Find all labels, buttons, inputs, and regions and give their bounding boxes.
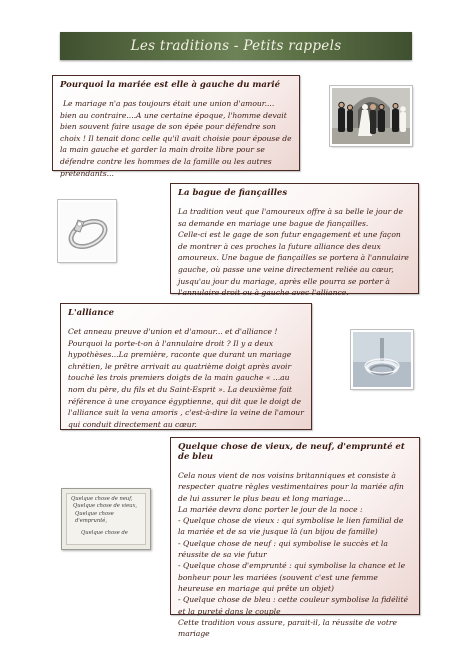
section-wedding-band — [60, 303, 312, 430]
paragraph: Celle-ci est le gage de son futur engagement et une façon de montrer à ces proches la future alliance des deux amoureux. Une bague de fiançailles se portera à l'annulaire gauche, où passe une veine directement reliée au cœur, jusqu'au jour du mariage, après elle pourra se porter à l'annulaire droit ou à gauche avec l'alliance. — [178, 230, 409, 298]
paragraph: Cet anneau preuve d'union et d'amour... et d'alliance ! Pourquoi la porte-t-on à l'annulaire droit ? Il y a deux hypothèses...La première, raconte que durant un mariage chrétien, le prêtre arrivait au quatrième doigt après avoir touché les trois premiers doigts de la main gauche « ...au nom du père, du fils et du Saint-Esprit ». La deuxième fait référence à une croyance égyptienne, qui dit que le doigt de l'alliance suit la vena amoris , c'est-à-dire la veine de l'amour qui conduit directement au cœur. — [68, 327, 304, 429]
card-text — [66, 493, 146, 545]
section-engagement-ring — [170, 183, 419, 298]
card-line: Quelque chose de neuf, — [71, 496, 133, 502]
paragraph: - Quelque chose d'emprunté : qui symbolise la chance et le bonheur pour les mariées (souvent c'est une femme heureuse en mariage qui prête un objet) — [178, 561, 406, 593]
wedding-rings-photo — [351, 330, 413, 389]
section-title: Pourquoi la mariée est elle à gauche du marié — [60, 80, 280, 90]
paragraph: Le mariage n'a pas toujours était une union d'amour.... bien au contraire....A une certaine époque, l'homme devait bien souvent faire usage de son épée pour défendre son choix ! Il tenait donc celle qu'il avait choisie pour épouse de la main gauche et garder la main droite libre pour se défendre contre les hommes de la famille ou les autres prétendants... — [60, 99, 292, 178]
wedding-party-photo — [330, 86, 412, 146]
engagement-ring-photo — [58, 200, 116, 262]
section-title: L'alliance — [68, 308, 115, 318]
page-title-banner — [60, 32, 412, 60]
section-title: La bague de fiançailles — [178, 188, 288, 198]
paragraph: Cela nous vient de nos voisins britanniques et consiste à respecter quatre règles vestimentaires pour la mariée afin de lui assurer le plus beau et long mariage... — [178, 471, 404, 503]
paragraph: Cette tradition vous assure, parait-il, la réussite de votre mariage — [178, 617, 398, 639]
section-something-old-new — [170, 437, 420, 639]
section-bride-left — [52, 75, 300, 178]
paragraph: - Quelque chose de bleu : cette couleur symbolise la fidélité et la pureté dans le couple — [178, 595, 409, 616]
something-old-new-card — [61, 488, 151, 550]
paragraph: La tradition veut que l'amoureux offre à sa belle le jour de sa demande en mariage une bague de fiançailles. — [178, 207, 403, 228]
section-body — [178, 206, 411, 299]
card-line: Quelque chose de — [81, 529, 128, 536]
paragraph: - Quelque chose de vieux : qui symbolise le lien familial de la mariée et de sa vie jusque là (un bijou de famille) — [178, 516, 404, 537]
card-line: Quelque chose de vieux, — [73, 503, 138, 510]
section-body — [60, 98, 292, 179]
engagement-ring-image — [60, 202, 114, 260]
card-line: Quelque chose d'emprunté, — [75, 510, 114, 525]
paragraph: La mariée devra donc porter le jour de la noce : — [178, 504, 363, 514]
wedding-rings-image — [353, 332, 411, 387]
page-title: Les traditions - Petits rappels — [130, 38, 342, 54]
paragraph: - Quelque chose de neuf : qui symbolise le succès et la réussite de sa vie futur — [178, 538, 388, 560]
wedding-party-photo-image — [332, 88, 410, 144]
section-body — [68, 326, 304, 430]
section-title: Quelque chose de vieux, de neuf, d'emprunté et de bleu — [178, 442, 405, 462]
section-body — [178, 470, 412, 639]
